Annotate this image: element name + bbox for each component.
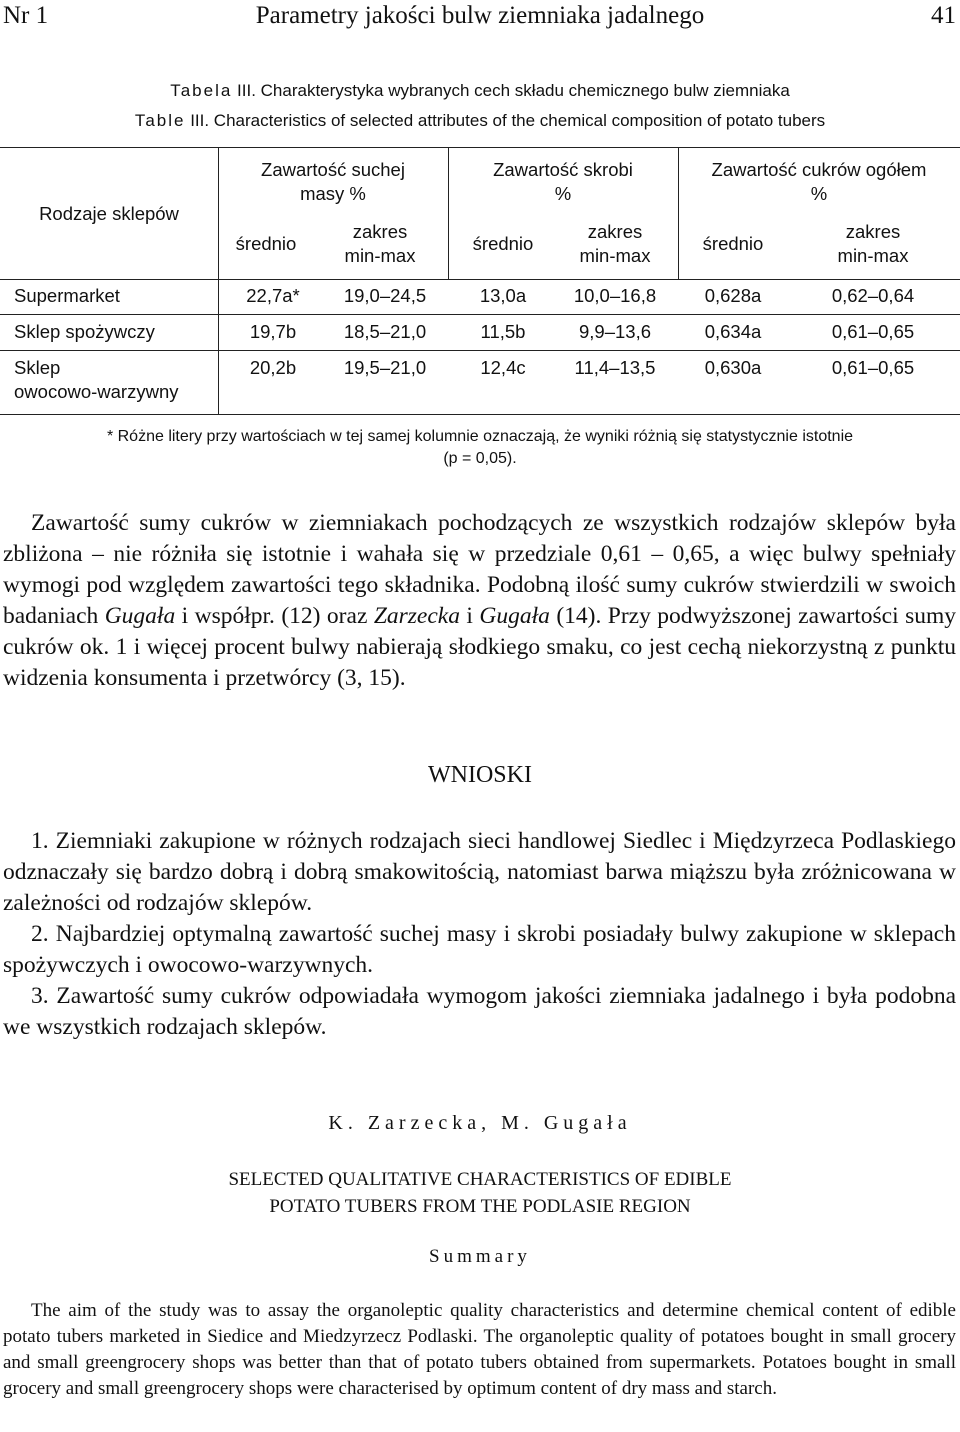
data-table xyxy=(0,147,960,415)
cell-value: 10,0–16,8 xyxy=(573,285,657,306)
caption-text: III. Charakterystyka wybranych cech składu chemicznego bulw ziemniaka xyxy=(232,81,790,100)
cell-value: 0,61–0,65 xyxy=(831,321,915,342)
running-header xyxy=(0,0,960,34)
cell-value: 0,634a xyxy=(704,321,762,342)
cell-value: 11,4–13,5 xyxy=(574,357,656,378)
cell-value: 11,5b xyxy=(480,321,526,342)
conclusion-item: 1. Ziemniaki zakupione w różnych rodzajach sieci handlowej Siedlec i Międzyrzeca Podlaskiego odznaczały się bardzo dobrą i dobrą smakowitością, natomiast barwa miąższu była zróżnicowana w zależności od rodzajów sklepów. xyxy=(3,828,956,916)
group-header-starch: Zawartość skrobi % xyxy=(493,159,633,204)
caption-text: III. Characteristics of selected attributes of the chemical composition of potato tubers xyxy=(185,111,826,130)
row-header: Rodzaje sklepów xyxy=(39,203,179,224)
table-caption-pl xyxy=(0,81,960,101)
body-paragraph: Zawartość sumy cukrów w ziemniakach pochodzących ze wszystkich rodzajów sklepów była zbliżona – nie różniła się istotnie i wahała się w przedziale 0,61 – 0,65, a więc bulwy spełniały wymogi pod względem zawartości tego składnika. Podobną ilość sumy cukrów stwierdzili w swoich badaniach Gugała i współpr. (12) oraz Zarzecka i Gugała (14). Przy podwyższonej zawartości sumy cukrów ok. 1 i więcej procent bulwy nabierają słodkiego smaku, co jest cechą niekorzystną z punktu widzenia konsumenta i przetwórcy (3, 15). xyxy=(3,510,956,691)
cell-value: 12,4c xyxy=(480,357,526,378)
cell-value: 18,5–21,0 xyxy=(343,321,427,342)
sub-header-mean: średnio xyxy=(472,233,534,254)
sub-header-mean: średnio xyxy=(235,233,297,254)
table-caption-en xyxy=(0,111,960,131)
authors: K. Zarzecka, M. Gugała xyxy=(328,1112,632,1134)
conclusions-heading: WNIOSKI xyxy=(428,762,532,788)
cell-value: 0,62–0,64 xyxy=(831,285,915,306)
conclusion-item: 3. Zawartość sumy cukrów odpowiadała wymogom jakości ziemniaka jadalnego i była podobna we wszystkich rodzajach sklepów. xyxy=(3,983,956,1040)
issue-number: Nr 1 xyxy=(3,2,49,29)
cell-value: 9,9–13,6 xyxy=(578,321,651,342)
sub-header-mean: średnio xyxy=(702,233,764,254)
group-header-sugars: Zawartość cukrów ogółem % xyxy=(711,159,927,204)
caption-prefix: Table xyxy=(134,111,186,130)
cell-value: 0,61–0,65 xyxy=(831,357,915,378)
conclusion-item: 2. Najbardziej optymalną zawartość suchej masy i skrobi posiadały bulwy zakupione w sklepach spożywczych i owocowo-warzywnych. xyxy=(3,921,956,978)
sub-header-range: zakres min-max xyxy=(579,221,651,266)
caption-prefix: Tabela xyxy=(170,81,233,100)
cell-value: 19,7b xyxy=(249,321,297,342)
cell-value: 13,0a xyxy=(479,285,527,306)
cell-value: 19,0–24,5 xyxy=(343,285,427,306)
row-label: Sklep spożywczy xyxy=(14,321,155,342)
row-label: Supermarket xyxy=(14,285,120,306)
summary-text: The aim of the study was to assay the organoleptic quality characteristics and determine chemical content of edible potato tubers marketed in Siedice and Miedzyrzecz Podlaski. The organoleptic quality of potatoes bought in small grocery and small greengrocery shops was better than that of potato tubers obtained from supermarkets. Potatoes bought in small grocery and small greengrocery shops were characterised by optimum content of dry mass and starch. xyxy=(3,1300,956,1399)
table-footnote: * Różne litery przy wartościach w tej samej kolumnie oznaczają, że wyniki różnią się statystycznie istotnie (p = 0,05). xyxy=(106,428,854,467)
cell-value: 20,2b xyxy=(249,357,297,378)
group-header-dry-mass: Zawartość suchej masy % xyxy=(261,159,405,204)
conclusions-list xyxy=(3,826,956,1043)
cell-value: 0,630a xyxy=(704,357,762,378)
cell-value: 19,5–21,0 xyxy=(343,357,427,378)
page-number: 41 xyxy=(931,2,956,29)
running-title: Parametry jakości bulw ziemniaka jadalnego xyxy=(255,2,705,29)
sub-header-range: zakres min-max xyxy=(344,221,416,266)
row-label: Sklep owocowo-warzywny xyxy=(14,357,179,402)
cell-value: 22,7a* xyxy=(246,285,300,306)
summary-heading: Summary xyxy=(429,1246,531,1267)
sub-header-range: zakres min-max xyxy=(837,221,909,266)
cell-value: 0,628a xyxy=(704,285,762,306)
english-title: SELECTED QUALITATIVE CHARACTERISTICS OF EDIBLE POTATO TUBERS FROM THE PODLASIE REGION xyxy=(228,1169,732,1217)
